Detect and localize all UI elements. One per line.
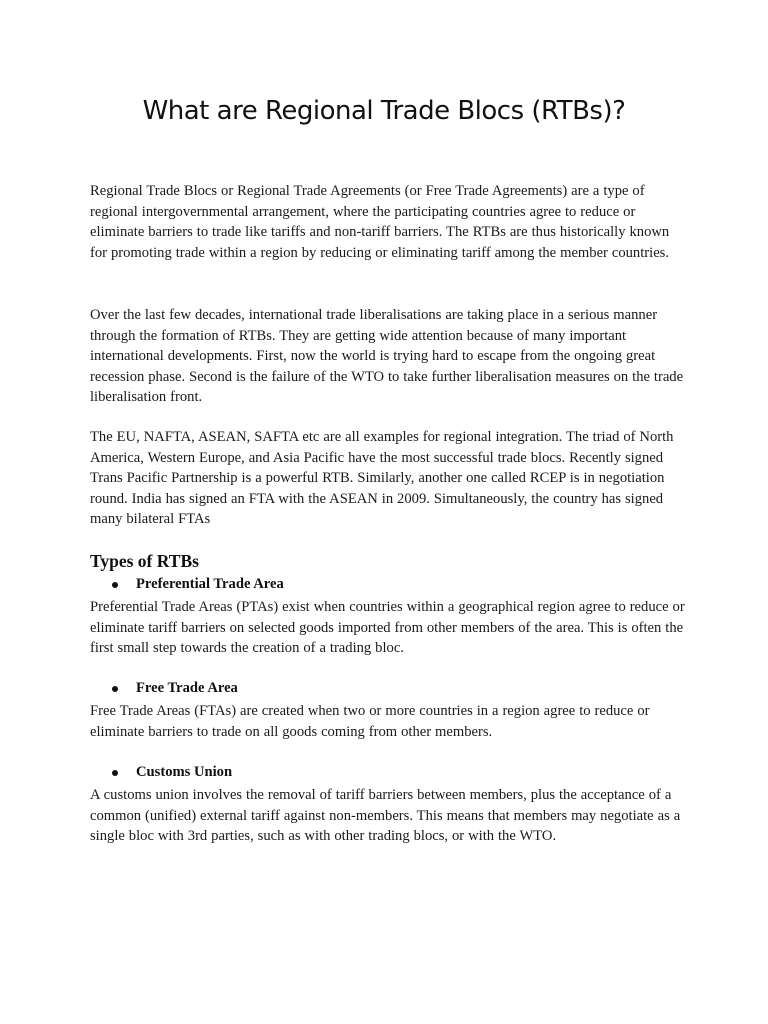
type-item-free-trade-area (110, 680, 238, 697)
bullet-icon (112, 686, 118, 692)
page-title: What are Regional Trade Blocs (RTBs)? (142, 96, 626, 126)
intro-paragraph: Regional Trade Blocs or Regional Trade Agreements (or Free Trade Agreements) are a type of regional intergovernmental arrangement, where the participating countries agree to reduce or eliminate barriers to trade like tariffs and non-tariff barriers. The RTBs are thus historically known for promoting trade within a region by reducing or eliminating tariff among the member countries. (90, 183, 670, 261)
type-item-preferential-trade-area (110, 576, 284, 593)
liberalisation-paragraph: Over the last few decades, international trade liberalisations are taking place in a serious manner through the formation of RTBs. They are getting wide attention because of many important international developments. First, now the world is trying hard to escape from the ongoing great recession phase. Second is the failure of the WTO to take further liberalisation measures on the trade liberalisation front. (90, 307, 684, 406)
type-item-customs-union (110, 764, 232, 781)
type-name: Preferential Trade Area (136, 576, 284, 592)
bullet-icon (112, 770, 118, 776)
type-name: Customs Union (136, 764, 233, 780)
types-heading: Types of RTBs (90, 551, 199, 571)
type-description: Preferential Trade Areas (PTAs) exist when countries within a geographical region agree to reduce or eliminate tariff barriers on selected goods imported from other members of the area. This is often the first small step towards the creation of a trading bloc. (90, 599, 685, 657)
bullet-icon (112, 582, 118, 588)
type-description: Free Trade Areas (FTAs) are created when two or more countries in a region agree to reduce or eliminate barriers to trade on all goods coming from other members. (90, 703, 650, 740)
examples-paragraph: The EU, NAFTA, ASEAN, SAFTA etc are all examples for regional integration. The triad of North America, Western Europe, and Asia Pacific have the most successful trade blocs. Recently signed Trans Pacific Partnership is a powerful RTB. Similarly, another one called RCEP is in negotiation round. India has signed an FTA with the ASEAN in 2009. Simultaneously, the country has signed many bilateral FTAs (90, 429, 674, 528)
type-description: A customs union involves the removal of tariff barriers between members, plus the acceptance of a common (unified) external tariff against non-members. This means that members may negotiate as a single bloc with 3rd parties, such as with other trading blocs, or with the WTO. (90, 787, 681, 845)
type-name: Free Trade Area (136, 680, 238, 696)
